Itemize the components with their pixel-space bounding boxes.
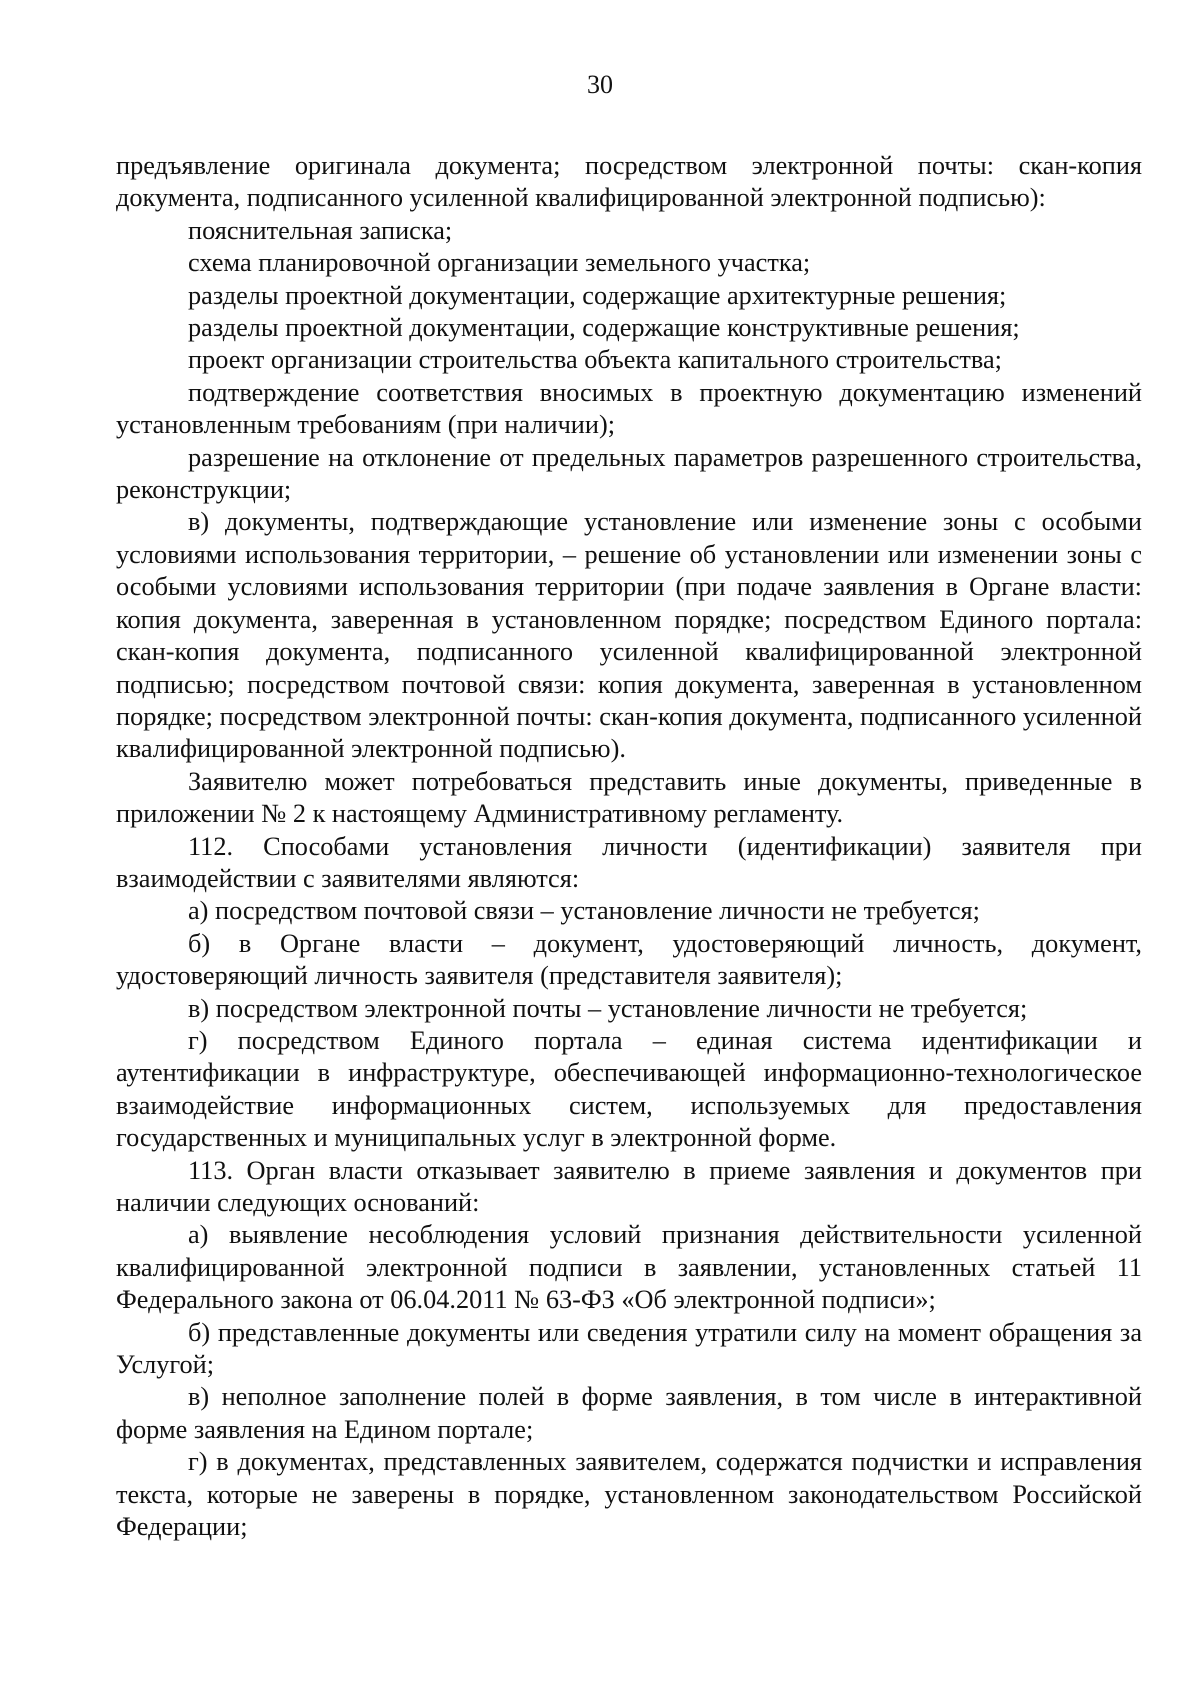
list-item-site-plan: схема планировочной организации земельного участка;: [188, 248, 811, 278]
paragraph-113-a: а) выявление несоблюдения условий признания действительности усиленной квалифицированной электронной подписи в заявлении, установленных статьей 11 Федерального закона от 06.04.2011 № 63-ФЗ «Об электронной подписи»;: [116, 1220, 1142, 1315]
paragraph-section-113: 113. Орган власти отказывает заявителю в приеме заявления и документов при наличии следующих оснований:: [116, 1155, 1142, 1217]
paragraph-section-112: 112. Способами установления личности (идентификации) заявителя при взаимодействии с заявителями являются:: [116, 831, 1142, 893]
list-item-structural-sections: разделы проектной документации, содержащие конструктивные решения;: [188, 313, 1020, 343]
paragraph-continuation: предъявление оригинала документа; посредством электронной почты: скан-копия документа, подписанного усиленной квалифицированной электронной подписью):: [116, 151, 1142, 213]
paragraph-113-v: в) неполное заполнение полей в форме заявления, в том числе в интерактивной форме заявления на Едином портале;: [116, 1382, 1142, 1444]
list-item-compliance-confirmation: подтверждение соответствия вносимых в проектную документацию изменений установленным требованиям (при наличии);: [116, 377, 1142, 440]
document-body: [116, 150, 1142, 1543]
paragraph-zone-documents: в) документы, подтверждающие установление или изменение зоны с особыми условиями использования территории, – решение об установлении или изменении зоны с особыми условиями использования территории (при подаче заявления в Органе власти: копия документа, заверенная в установленном порядке; посредством Единого портала: скан-копия документа, подписанного усиленной квалифицированной электронной подписью; посредством почтовой связи: копия документа, заверенная в установленном порядке; посредством электронной почты: скан-копия документа, подписанного усиленной квалифицированной электронной подписью).: [116, 507, 1142, 764]
list-item-construction-project: проект организации строительства объекта капитального строительства;: [188, 345, 1002, 375]
paragraph-113-g: г) в документах, представленных заявителем, содержатся подчистки и исправления текста, которые не заверены в порядке, установленном законодательством Российской Федерации;: [116, 1447, 1142, 1542]
paragraph-112-v: в) посредством электронной почты – установление личности не требуется;: [188, 993, 1028, 1023]
paragraph-112-a: а) посредством почтовой связи – установление личности не требуется;: [188, 896, 980, 926]
paragraph-other-documents: Заявителю может потребоваться представить иные документы, приведенные в приложении № 2 к настоящему Административному регламенту.: [116, 766, 1142, 829]
paragraph-112-b: б) в Органе власти – документ, удостоверяющий личность, документ, удостоверяющий личность заявителя (представителя заявителя);: [116, 928, 1142, 991]
paragraph-113-b: б) представленные документы или сведения утратили силу на момент обращения за Услугой;: [116, 1317, 1142, 1380]
list-item-deviation-permit: разрешение на отклонение от предельных параметров разрешенного строительства, реконструкции;: [116, 442, 1142, 505]
page-number: 30: [587, 70, 613, 99]
paragraph-112-g: г) посредством Единого портала – единая система идентификации и аутентификации в инфраструктуре, обеспечивающей информационно-технологическое взаимодействие информационных систем, используемых для предоставления государственных и муниципальных услуг в электронной форме.: [116, 1025, 1142, 1153]
list-item-architectural-sections: разделы проектной документации, содержащие архитектурные решения;: [188, 280, 1007, 310]
list-item-explanatory-note: пояснительная записка;: [188, 215, 453, 245]
